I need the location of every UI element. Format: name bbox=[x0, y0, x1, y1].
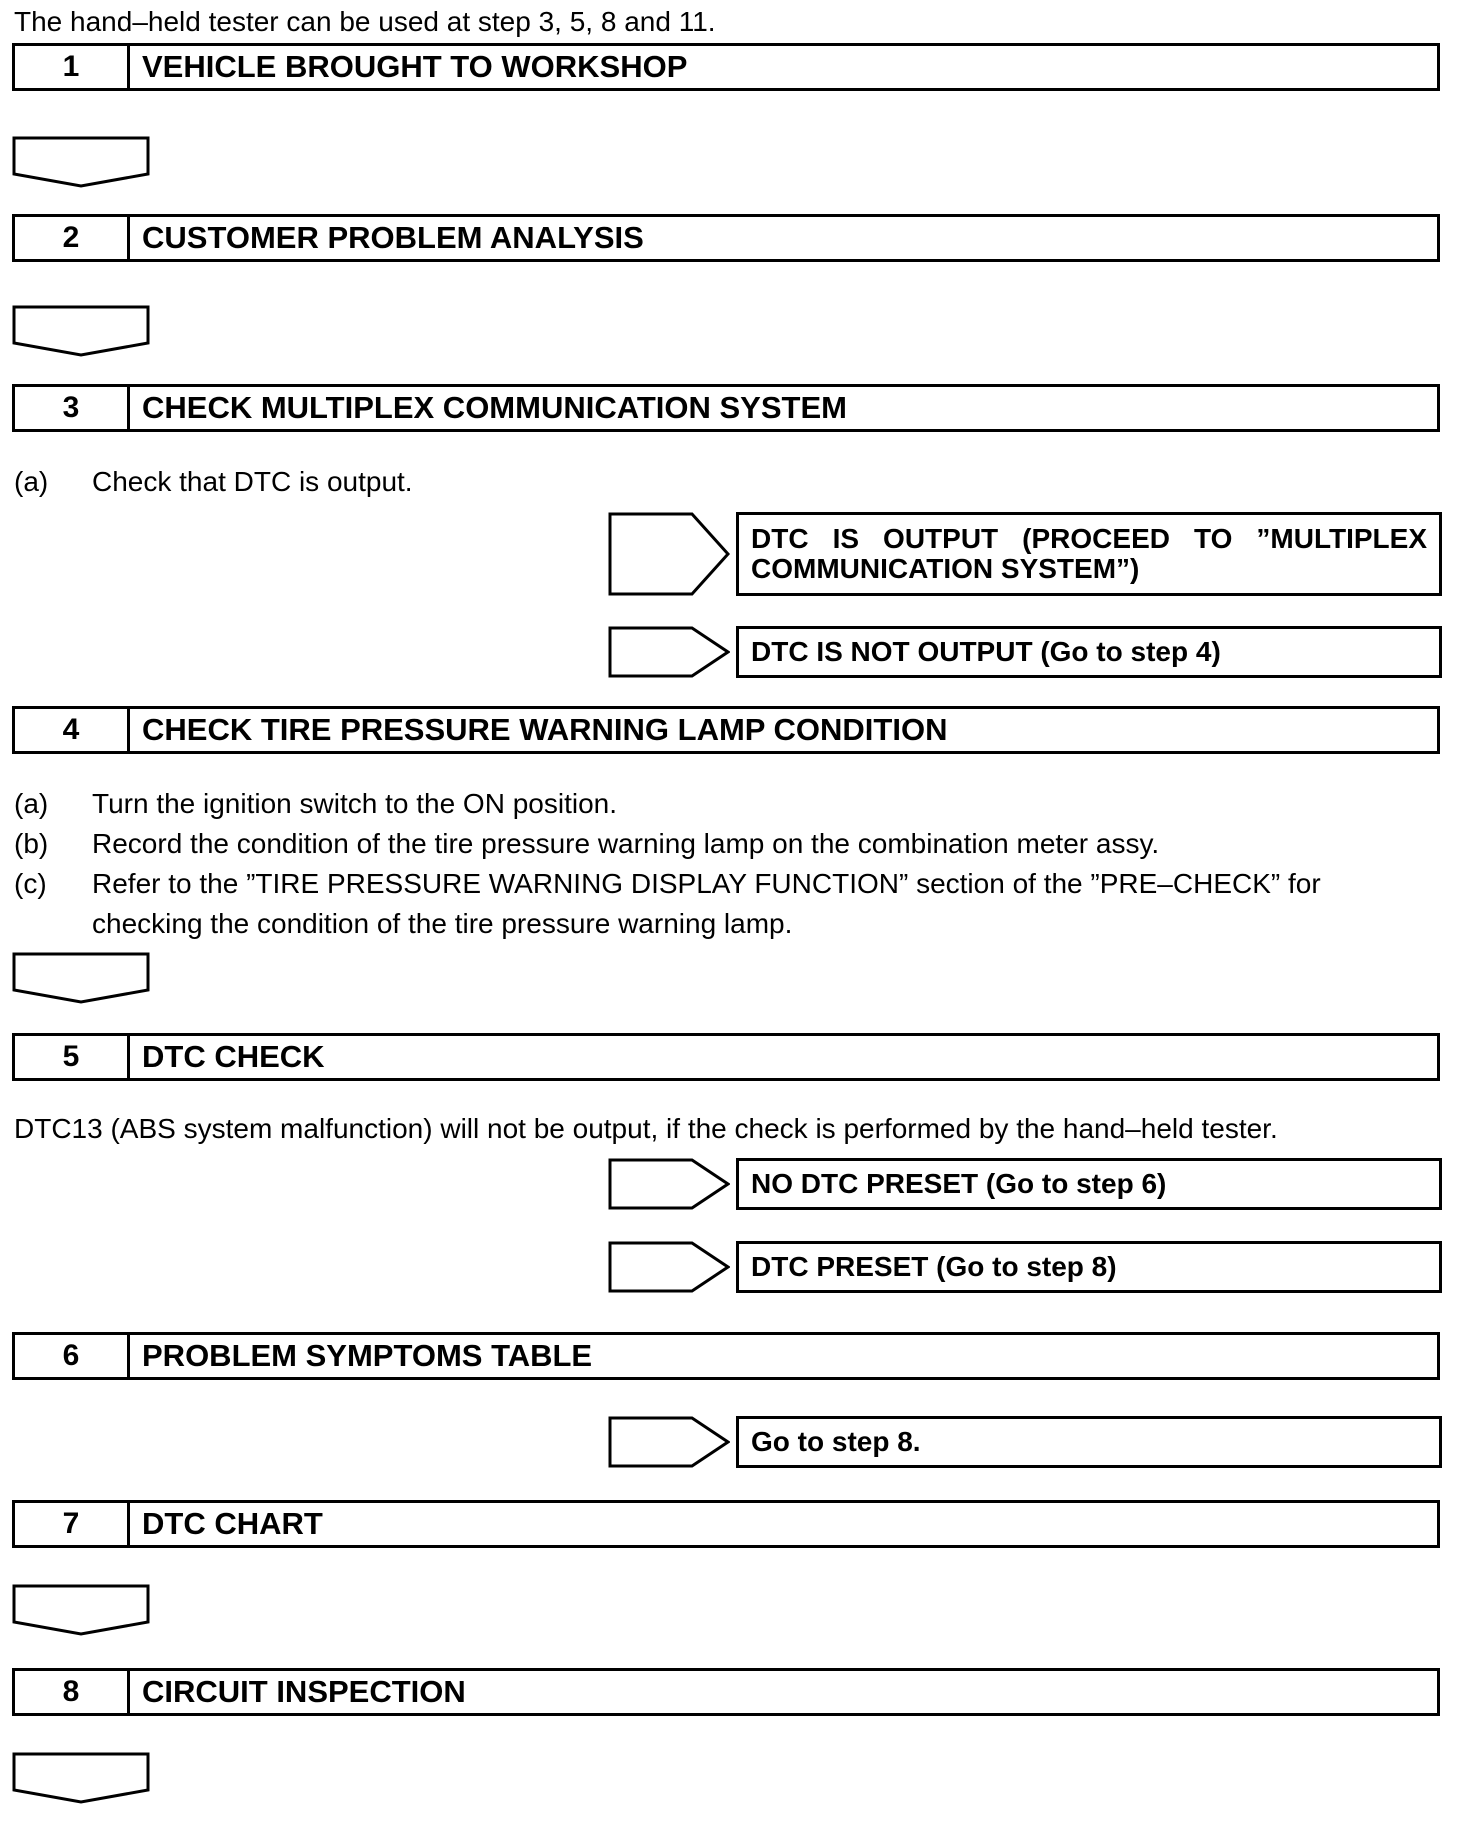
step-title: CHECK TIRE PRESSURE WARNING LAMP CONDITION bbox=[142, 712, 948, 747]
right-arrow-icon bbox=[608, 1158, 730, 1210]
right-arrow-icon bbox=[608, 1416, 730, 1468]
step-number: 8 bbox=[15, 1671, 130, 1713]
step-title: PROBLEM SYMPTOMS TABLE bbox=[142, 1338, 593, 1373]
step-number: 3 bbox=[15, 387, 130, 429]
result-dtc-output: DTC IS OUTPUT (PROCEED TO ”MULTIPLEX COMMUNICATION SYSTEM”) bbox=[736, 512, 1442, 596]
step-title: CHECK MULTIPLEX COMMUNICATION SYSTEM bbox=[142, 390, 847, 425]
down-arrow-icon bbox=[12, 136, 150, 188]
result-go-to-step-8: Go to step 8. bbox=[736, 1416, 1442, 1468]
step-1-box bbox=[12, 43, 1440, 91]
sub-item-label: (a) bbox=[14, 788, 49, 819]
step-number: 7 bbox=[15, 1503, 130, 1545]
sub-item-text: Check that DTC is output. bbox=[92, 466, 413, 497]
step-5-note: DTC13 (ABS system malfunction) will not be output, if the check is performed by the hand–held tester. bbox=[14, 1113, 1278, 1144]
step-title: VEHICLE BROUGHT TO WORKSHOP bbox=[142, 49, 688, 84]
result-dtc-not-output: DTC IS NOT OUTPUT (Go to step 4) bbox=[736, 626, 1442, 678]
right-arrow-icon bbox=[608, 512, 730, 596]
step-4-box bbox=[12, 706, 1440, 754]
step-number: 6 bbox=[15, 1335, 130, 1377]
step-8-box bbox=[12, 1668, 1440, 1716]
down-arrow-icon bbox=[12, 1584, 150, 1636]
step-6-box bbox=[12, 1332, 1440, 1380]
sub-item-text: Record the condition of the tire pressure warning lamp on the combination meter assy. bbox=[92, 828, 1160, 859]
step-number: 1 bbox=[15, 46, 130, 88]
right-arrow-icon bbox=[608, 1241, 730, 1293]
step-5-box bbox=[12, 1033, 1440, 1081]
step-2-box bbox=[12, 214, 1440, 262]
step-number: 5 bbox=[15, 1036, 130, 1078]
sub-item-label: (c) bbox=[14, 868, 47, 899]
down-arrow-icon bbox=[12, 305, 150, 357]
sub-item-label: (b) bbox=[14, 828, 49, 859]
sub-item-label: (a) bbox=[14, 466, 49, 497]
sub-item-text-continued: checking the condition of the tire pressure warning lamp. bbox=[92, 908, 793, 939]
result-no-dtc-preset: NO DTC PRESET (Go to step 6) bbox=[736, 1158, 1442, 1210]
intro-note: The hand–held tester can be used at step 3, 5, 8 and 11. bbox=[14, 6, 716, 37]
step-title: DTC CHART bbox=[142, 1506, 323, 1541]
step-number: 4 bbox=[15, 709, 130, 751]
step-number: 2 bbox=[15, 217, 130, 259]
step-title: DTC CHECK bbox=[142, 1039, 325, 1074]
result-dtc-preset: DTC PRESET (Go to step 8) bbox=[736, 1241, 1442, 1293]
step-title: CUSTOMER PROBLEM ANALYSIS bbox=[142, 220, 644, 255]
step-title: CIRCUIT INSPECTION bbox=[142, 1674, 466, 1709]
sub-item-text: Turn the ignition switch to the ON position. bbox=[92, 788, 617, 819]
step-3-box bbox=[12, 384, 1440, 432]
right-arrow-icon bbox=[608, 626, 730, 678]
sub-item-text: Refer to the ”TIRE PRESSURE WARNING DISPLAY FUNCTION” section of the ”PRE–CHECK” for bbox=[92, 868, 1321, 899]
down-arrow-icon bbox=[12, 1752, 150, 1804]
step-7-box bbox=[12, 1500, 1440, 1548]
down-arrow-icon bbox=[12, 952, 150, 1004]
